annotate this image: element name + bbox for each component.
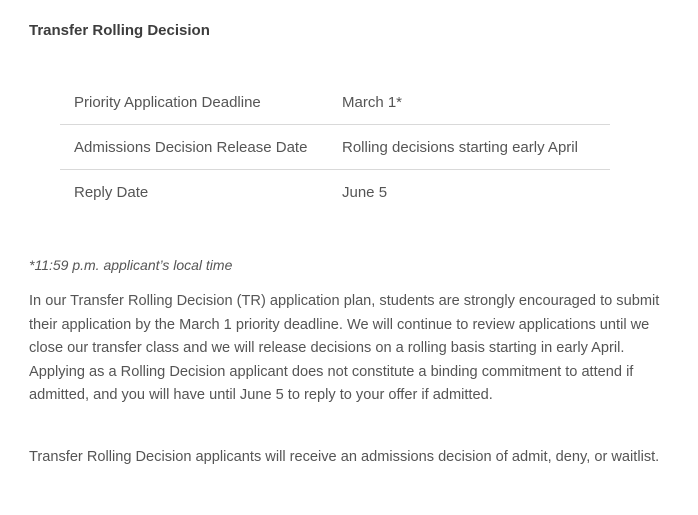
row-label: Priority Application Deadline xyxy=(74,93,261,111)
row-label: Reply Date xyxy=(60,170,342,215)
dates-table xyxy=(60,80,610,214)
decision-outcomes-paragraph: Transfer Rolling Decision applicants will receive an admissions decision of admit, deny, or waitlist. xyxy=(29,449,660,465)
deadline-footnote: *11:59 p.m. applicant’s local time xyxy=(29,257,233,273)
row-label: Admissions Decision Release Date xyxy=(60,125,342,170)
row-value: Rolling decisions starting early April xyxy=(342,125,610,170)
table-row xyxy=(60,170,610,215)
row-value: June 5 xyxy=(342,170,610,215)
table-row xyxy=(60,125,610,170)
row-value: March 1* xyxy=(342,93,403,111)
plan-description-paragraph: In our Transfer Rolling Decision (TR) application plan, students are strongly encouraged to submit their application by the March 1 priority deadline. We will continue to review applications until we close our transfer class and we will release decisions on a rolling basis starting in early April. Applying as a Rolling Decision applicant does not constitute a binding commitment to attend if admitted, and you will have until June 5 to reply to your offer if admitted. xyxy=(29,293,660,403)
table-row xyxy=(60,80,610,125)
section-title: Transfer Rolling Decision xyxy=(29,22,210,39)
